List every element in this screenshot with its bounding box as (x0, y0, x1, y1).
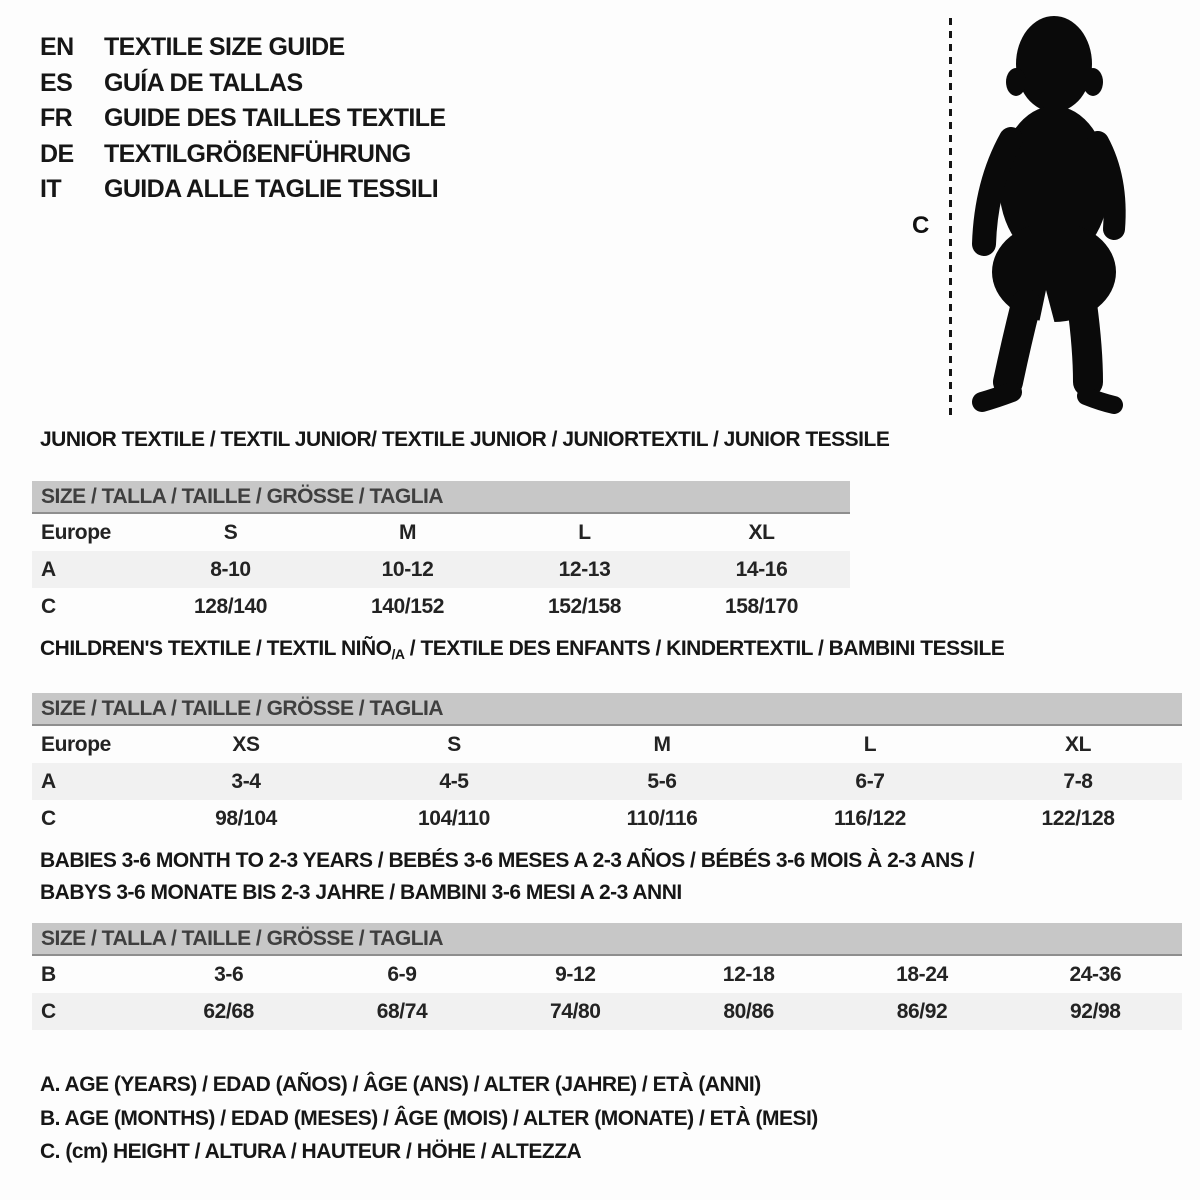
table-row (32, 800, 1182, 837)
legend-line-c: C. (cm) HEIGHT / ALTURA / HAUTEUR / HÖHE / ALTEZZA (40, 1140, 582, 1163)
table-cell: 68/74 (376, 999, 428, 1023)
table-row (32, 514, 850, 551)
lang-row-en (40, 30, 446, 66)
legend-line-b: B. AGE (MONTHS) / EDAD (MESES) / ÂGE (MOIS) / ALTER (MONATE) / ETÀ (MESI) (40, 1106, 818, 1130)
row-label: C (41, 806, 56, 830)
table-cell: 110/116 (626, 806, 698, 830)
lang-code-es: ES (40, 68, 73, 97)
table-cell: 152/158 (547, 594, 622, 618)
measure-c-label: C (912, 212, 930, 239)
table-cell: M (653, 732, 671, 756)
table-cell: XL (748, 520, 775, 544)
junior-size-header-bar: SIZE / TALLA / TAILLE / GRÖSSE / TAGLIA (32, 481, 850, 514)
lang-title-es: GUÍA DE TALLAS (104, 68, 303, 97)
table-cell: 12-18 (722, 962, 775, 986)
height-measure-figure (900, 0, 1190, 440)
table-cell: 74/80 (550, 999, 601, 1023)
table-cell: 62/68 (203, 999, 254, 1023)
table-cell: XL (1064, 732, 1092, 756)
lang-row-es (40, 66, 446, 102)
table-cell: 18-24 (896, 962, 948, 986)
table-cell: 116/122 (834, 806, 906, 830)
table-cell: XS (232, 732, 260, 756)
table-row (32, 588, 850, 625)
table-cell: S (447, 732, 461, 756)
lang-title-fr: GUIDE DES TAILLES TEXTILE (104, 104, 446, 133)
children-section-title (40, 637, 1182, 666)
table-cell: 80/86 (723, 999, 774, 1023)
table-cell: 5-6 (647, 769, 677, 793)
table-cell: 128/140 (193, 594, 268, 618)
table-row (32, 726, 1182, 763)
lang-title-en: TEXTILE SIZE GUIDE (104, 33, 345, 62)
children-title-sub: /A (391, 646, 405, 662)
lang-title-de: TEXTILGRÖßENFÜHRUNG (104, 139, 411, 168)
junior-textile-section (32, 428, 890, 625)
table-cell: 104/110 (418, 806, 490, 830)
row-label: C (41, 999, 56, 1023)
table-cell: 140/152 (370, 594, 445, 618)
children-textile-section (32, 637, 1182, 837)
table-cell: S (223, 520, 238, 544)
table-cell: L (578, 520, 591, 544)
lang-code-de: DE (40, 139, 74, 168)
measure-legend (40, 1068, 818, 1169)
row-label: A (41, 557, 56, 581)
junior-section-title: JUNIOR TEXTILE / TEXTIL JUNIOR/ TEXTILE JUNIOR / JUNIORTEXTIL / JUNIOR TESSILE (40, 428, 890, 451)
table-row (32, 763, 1182, 800)
row-label: C (41, 594, 56, 618)
table-cell: 4-5 (439, 769, 469, 793)
table-cell: 7-8 (1063, 769, 1093, 793)
table-cell: 9-12 (555, 962, 596, 986)
row-label: Europe (41, 732, 111, 756)
table-cell: 3-4 (231, 769, 261, 793)
table-cell: 158/170 (724, 594, 799, 618)
table-cell: 14-16 (735, 557, 788, 581)
table-row (32, 993, 1182, 1030)
row-label: B (41, 962, 56, 986)
lang-title-it: GUIDA ALLE TAGLIE TESSILI (104, 175, 439, 204)
lang-row-fr (40, 101, 446, 137)
lang-row-it (40, 172, 446, 208)
table-cell: 8-10 (210, 557, 251, 581)
children-title-suffix: / TEXTILE DES ENFANTS / KINDERTEXTIL / BAMBINI TESSILE (404, 637, 1005, 660)
table-cell: 6-9 (387, 962, 417, 986)
table-cell: 24-36 (1069, 962, 1122, 986)
lang-code-en: EN (40, 33, 74, 62)
table-cell: 3-6 (214, 962, 244, 986)
table-cell: 122/128 (1041, 806, 1115, 830)
babies-textile-section (32, 845, 1182, 1030)
toddler-silhouette-icon (966, 14, 1136, 414)
lang-code-fr: FR (40, 104, 73, 133)
legend-line-a: A. AGE (YEARS) / EDAD (AÑOS) / ÂGE (ANS) / ALTER (JAHRE) / ETÀ (ANNI) (40, 1073, 761, 1096)
babies-section-title-line2: BABYS 3-6 MONATE BIS 2-3 JAHRE / BAMBINI 3-6 MESI A 2-3 ANNI (40, 881, 682, 904)
table-cell: 92/98 (1070, 999, 1121, 1023)
table-cell: 98/104 (215, 806, 277, 830)
children-title-prefix: CHILDREN'S TEXTILE / TEXTIL NIÑO (40, 637, 392, 660)
table-cell: L (863, 732, 877, 756)
table-cell: 10-12 (381, 557, 434, 581)
table-cell: M (398, 520, 417, 544)
table-cell: 86/92 (896, 999, 948, 1023)
row-label: A (41, 769, 56, 793)
height-dashed-line (949, 18, 952, 418)
children-size-header-bar: SIZE / TALLA / TAILLE / GRÖSSE / TAGLIA (32, 693, 1182, 726)
lang-row-de (40, 137, 446, 173)
lang-code-it: IT (40, 175, 62, 204)
language-title-list (40, 30, 446, 208)
table-row (32, 551, 850, 588)
babies-section-title-line1: BABIES 3-6 MONTH TO 2-3 YEARS / BEBÉS 3-6 MESES A 2-3 AÑOS / BÉBÉS 3-6 MOIS À 2-3 ANS / (40, 849, 975, 872)
babies-size-header-bar: SIZE / TALLA / TAILLE / GRÖSSE / TAGLIA (32, 923, 1182, 956)
table-cell: 12-13 (558, 557, 611, 581)
table-row (32, 956, 1182, 993)
row-label: Europe (41, 520, 111, 544)
table-cell: 6-7 (855, 769, 885, 793)
